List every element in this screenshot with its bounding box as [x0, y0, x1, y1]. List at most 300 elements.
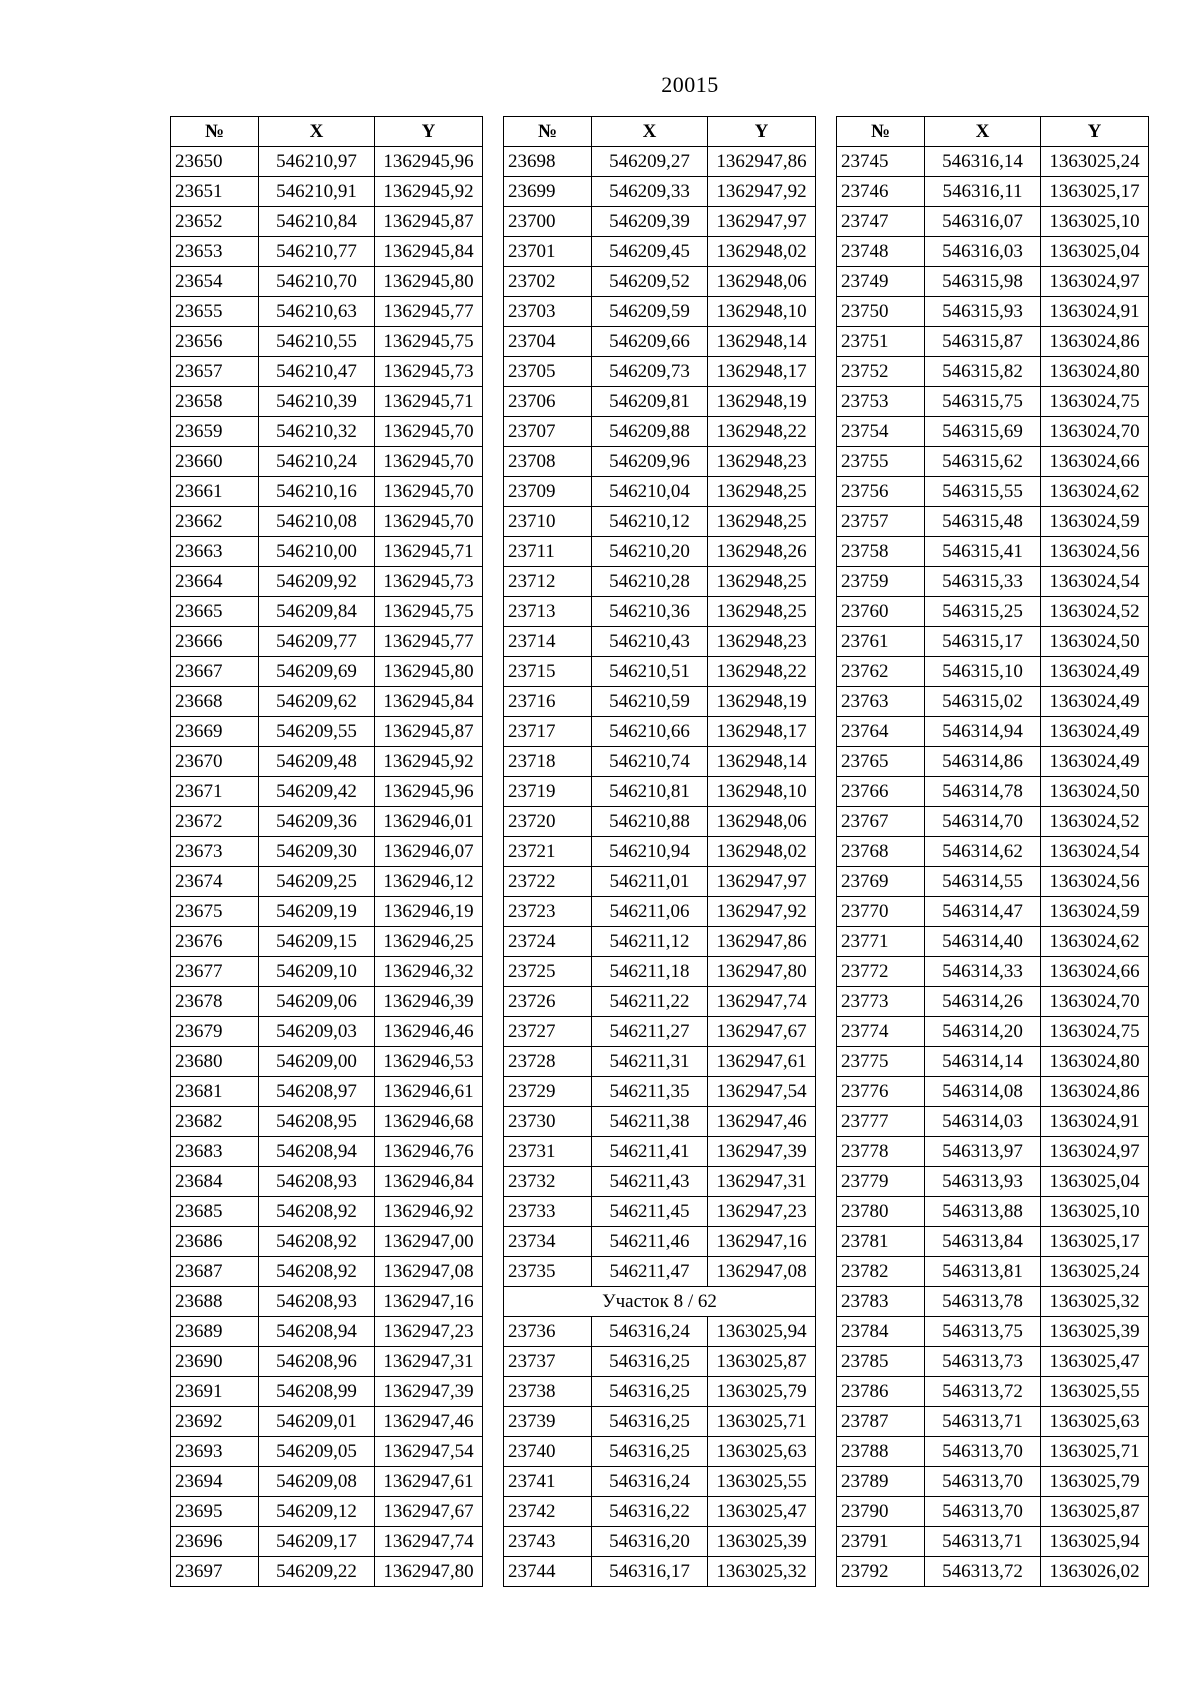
table-row: [504, 1377, 816, 1407]
cell-number: 23685: [171, 1197, 259, 1227]
cell-x: 546210,43: [592, 627, 708, 657]
cell-x: 546209,25: [259, 867, 375, 897]
table-row: [837, 1257, 1149, 1287]
cell-x: 546211,31: [592, 1047, 708, 1077]
cell-x: 546209,77: [259, 627, 375, 657]
cell-y: 1363024,75: [1041, 1017, 1149, 1047]
cell-number: 23774: [837, 1017, 925, 1047]
table-row: [837, 1497, 1149, 1527]
cell-y: 1363024,86: [1041, 327, 1149, 357]
cell-x: 546313,70: [925, 1497, 1041, 1527]
cell-y: 1362945,70: [375, 417, 483, 447]
cell-y: 1363024,86: [1041, 1077, 1149, 1107]
table-row: [504, 1167, 816, 1197]
table-row: [504, 477, 816, 507]
table-row: [837, 867, 1149, 897]
cell-x: 546210,94: [592, 837, 708, 867]
cell-y: 1362947,92: [708, 177, 816, 207]
table-row: [504, 1077, 816, 1107]
cell-y: 1362948,25: [708, 597, 816, 627]
table-row: [837, 267, 1149, 297]
cell-y: 1363025,24: [1041, 1257, 1149, 1287]
table-row: [171, 1167, 483, 1197]
cell-number: 23702: [504, 267, 592, 297]
cell-y: 1362948,06: [708, 267, 816, 297]
cell-number: 23706: [504, 387, 592, 417]
cell-y: 1362945,96: [375, 147, 483, 177]
cell-x: 546313,75: [925, 1317, 1041, 1347]
cell-number: 23729: [504, 1077, 592, 1107]
cell-number: 23760: [837, 597, 925, 627]
cell-number: 23686: [171, 1227, 259, 1257]
cell-x: 546313,93: [925, 1167, 1041, 1197]
table-row: [837, 1107, 1149, 1137]
header-x: X: [592, 117, 708, 147]
cell-y: 1363024,62: [1041, 477, 1149, 507]
table-row: [837, 387, 1149, 417]
table-row: [504, 267, 816, 297]
cell-x: 546315,87: [925, 327, 1041, 357]
section-row: [504, 1287, 816, 1317]
cell-y: 1363025,32: [708, 1557, 816, 1587]
table-row: [504, 207, 816, 237]
table-row: [504, 327, 816, 357]
cell-x: 546209,03: [259, 1017, 375, 1047]
cell-y: 1362945,70: [375, 447, 483, 477]
cell-y: 1363024,54: [1041, 567, 1149, 597]
cell-y: 1362945,80: [375, 657, 483, 687]
cell-y: 1362946,68: [375, 1107, 483, 1137]
cell-x: 546209,01: [259, 1407, 375, 1437]
cell-y: 1362948,10: [708, 297, 816, 327]
cell-number: 23733: [504, 1197, 592, 1227]
cell-number: 23698: [504, 147, 592, 177]
table-row: [837, 957, 1149, 987]
cell-y: 1363025,63: [708, 1437, 816, 1467]
cell-number: 23787: [837, 1407, 925, 1437]
cell-y: 1362947,61: [375, 1467, 483, 1497]
table-row: [837, 537, 1149, 567]
table-row: [837, 1017, 1149, 1047]
cell-x: 546208,92: [259, 1197, 375, 1227]
cell-x: 546210,32: [259, 417, 375, 447]
table-row: [504, 927, 816, 957]
cell-y: 1362947,86: [708, 147, 816, 177]
cell-number: 23745: [837, 147, 925, 177]
cell-y: 1362946,19: [375, 897, 483, 927]
header-x: X: [259, 117, 375, 147]
table-row: [504, 867, 816, 897]
table-row: [504, 837, 816, 867]
cell-y: 1362945,75: [375, 327, 483, 357]
table-row: [504, 1347, 816, 1377]
cell-number: 23748: [837, 237, 925, 267]
cell-x: 546209,15: [259, 927, 375, 957]
cell-number: 23694: [171, 1467, 259, 1497]
cell-number: 23740: [504, 1437, 592, 1467]
cell-y: 1362948,19: [708, 687, 816, 717]
cell-x: 546315,25: [925, 597, 1041, 627]
cell-x: 546211,06: [592, 897, 708, 927]
table-row: [837, 1347, 1149, 1377]
cell-number: 23667: [171, 657, 259, 687]
cell-y: 1363025,10: [1041, 1197, 1149, 1227]
header-y: Y: [375, 117, 483, 147]
cell-x: 546316,22: [592, 1497, 708, 1527]
cell-y: 1362948,25: [708, 477, 816, 507]
cell-number: 23690: [171, 1347, 259, 1377]
cell-y: 1363024,62: [1041, 927, 1149, 957]
table-row: [837, 357, 1149, 387]
table-row: [837, 1167, 1149, 1197]
cell-x: 546209,36: [259, 807, 375, 837]
table-row: [837, 837, 1149, 867]
cell-y: 1362948,17: [708, 717, 816, 747]
cell-y: 1362945,71: [375, 537, 483, 567]
cell-y: 1362947,31: [375, 1347, 483, 1377]
table-row: [837, 1317, 1149, 1347]
table-body: [504, 147, 816, 1587]
cell-x: 546211,43: [592, 1167, 708, 1197]
cell-number: 23723: [504, 897, 592, 927]
cell-x: 546313,71: [925, 1527, 1041, 1557]
table-row: [171, 837, 483, 867]
table-row: [171, 1227, 483, 1257]
cell-number: 23730: [504, 1107, 592, 1137]
cell-x: 546209,52: [592, 267, 708, 297]
cell-number: 23670: [171, 747, 259, 777]
cell-x: 546210,84: [259, 207, 375, 237]
table-row: [504, 747, 816, 777]
table-row: [504, 1197, 816, 1227]
cell-number: 23726: [504, 987, 592, 1017]
table-row: [171, 237, 483, 267]
table-row: [171, 447, 483, 477]
table-row: [837, 627, 1149, 657]
cell-x: 546208,92: [259, 1227, 375, 1257]
table-row: [504, 1107, 816, 1137]
cell-x: 546210,59: [592, 687, 708, 717]
cell-y: 1363025,71: [708, 1407, 816, 1437]
cell-x: 546209,59: [592, 297, 708, 327]
cell-y: 1362947,39: [708, 1137, 816, 1167]
table-row: [171, 1497, 483, 1527]
table-row: [837, 1437, 1149, 1467]
cell-number: 23786: [837, 1377, 925, 1407]
cell-x: 546209,10: [259, 957, 375, 987]
cell-number: 23775: [837, 1047, 925, 1077]
cell-number: 23720: [504, 807, 592, 837]
cell-number: 23755: [837, 447, 925, 477]
cell-y: 1362945,77: [375, 627, 483, 657]
cell-number: 23716: [504, 687, 592, 717]
cell-number: 23725: [504, 957, 592, 987]
table-row: [837, 567, 1149, 597]
table-row: [837, 927, 1149, 957]
cell-number: 23695: [171, 1497, 259, 1527]
cell-x: 546316,07: [925, 207, 1041, 237]
cell-number: 23741: [504, 1467, 592, 1497]
cell-number: 23654: [171, 267, 259, 297]
table-row: [504, 357, 816, 387]
cell-y: 1362947,61: [708, 1047, 816, 1077]
cell-y: 1362945,96: [375, 777, 483, 807]
cell-number: 23771: [837, 927, 925, 957]
cell-x: 546210,36: [592, 597, 708, 627]
cell-number: 23656: [171, 327, 259, 357]
cell-x: 546210,24: [259, 447, 375, 477]
cell-y: 1363024,66: [1041, 447, 1149, 477]
cell-y: 1363024,50: [1041, 627, 1149, 657]
cell-number: 23780: [837, 1197, 925, 1227]
cell-number: 23747: [837, 207, 925, 237]
cell-number: 23709: [504, 477, 592, 507]
table-row: [837, 147, 1149, 177]
cell-number: 23749: [837, 267, 925, 297]
table-row: [504, 567, 816, 597]
cell-number: 23708: [504, 447, 592, 477]
cell-x: 546316,14: [925, 147, 1041, 177]
table-row: [504, 987, 816, 1017]
table-row: [171, 1557, 483, 1587]
cell-x: 546314,20: [925, 1017, 1041, 1047]
cell-y: 1363025,24: [1041, 147, 1149, 177]
cell-x: 546315,48: [925, 507, 1041, 537]
cell-number: 23677: [171, 957, 259, 987]
cell-number: 23789: [837, 1467, 925, 1497]
cell-x: 546316,25: [592, 1377, 708, 1407]
cell-number: 23669: [171, 717, 259, 747]
cell-y: 1362945,87: [375, 207, 483, 237]
cell-number: 23732: [504, 1167, 592, 1197]
cell-x: 546313,97: [925, 1137, 1041, 1167]
cell-number: 23668: [171, 687, 259, 717]
cell-x: 546316,24: [592, 1467, 708, 1497]
cell-number: 23662: [171, 507, 259, 537]
cell-number: 23712: [504, 567, 592, 597]
cell-x: 546208,94: [259, 1137, 375, 1167]
table-body: [837, 147, 1149, 1587]
table-row: [171, 417, 483, 447]
table-row: [171, 357, 483, 387]
cell-y: 1362945,70: [375, 507, 483, 537]
cell-number: 23688: [171, 1287, 259, 1317]
cell-number: 23682: [171, 1107, 259, 1137]
cell-y: 1363024,49: [1041, 717, 1149, 747]
cell-x: 546209,30: [259, 837, 375, 867]
cell-y: 1363024,59: [1041, 897, 1149, 927]
cell-y: 1362945,71: [375, 387, 483, 417]
table-row: [171, 1437, 483, 1467]
table-row: [171, 927, 483, 957]
cell-number: 23661: [171, 477, 259, 507]
cell-y: 1362948,25: [708, 567, 816, 597]
cell-number: 23764: [837, 717, 925, 747]
cell-number: 23750: [837, 297, 925, 327]
table-row: [171, 1527, 483, 1557]
table-row: [504, 147, 816, 177]
table-row: [837, 657, 1149, 687]
cell-x: 546315,10: [925, 657, 1041, 687]
table-row: [837, 777, 1149, 807]
cell-number: 23710: [504, 507, 592, 537]
cell-number: 23728: [504, 1047, 592, 1077]
cell-number: 23791: [837, 1527, 925, 1557]
cell-number: 23679: [171, 1017, 259, 1047]
table-row: [837, 237, 1149, 267]
cell-y: 1362945,75: [375, 597, 483, 627]
cell-number: 23665: [171, 597, 259, 627]
table-row: [504, 717, 816, 747]
table-row: [837, 207, 1149, 237]
cell-number: 23737: [504, 1347, 592, 1377]
table-row: [171, 1407, 483, 1437]
table-header-row: [837, 117, 1149, 147]
cell-y: 1362945,87: [375, 717, 483, 747]
cell-x: 546314,47: [925, 897, 1041, 927]
table-row: [837, 1377, 1149, 1407]
table-header-row: [504, 117, 816, 147]
cell-number: 23681: [171, 1077, 259, 1107]
cell-x: 546209,42: [259, 777, 375, 807]
cell-y: 1362945,80: [375, 267, 483, 297]
cell-y: 1363024,70: [1041, 987, 1149, 1017]
table-row: [504, 1497, 816, 1527]
table-row: [504, 1017, 816, 1047]
cell-number: 23650: [171, 147, 259, 177]
cell-number: 23653: [171, 237, 259, 267]
table-row: [171, 747, 483, 777]
cell-y: 1362945,73: [375, 357, 483, 387]
cell-y: 1362945,92: [375, 747, 483, 777]
cell-x: 546315,93: [925, 297, 1041, 327]
cell-x: 546209,92: [259, 567, 375, 597]
cell-number: 23765: [837, 747, 925, 777]
cell-number: 23678: [171, 987, 259, 1017]
cell-y: 1363025,87: [1041, 1497, 1149, 1527]
cell-x: 546208,95: [259, 1107, 375, 1137]
cell-x: 546315,55: [925, 477, 1041, 507]
cell-x: 546209,22: [259, 1557, 375, 1587]
cell-x: 546316,17: [592, 1557, 708, 1587]
header-number: №: [837, 117, 925, 147]
cell-y: 1362947,39: [375, 1377, 483, 1407]
cell-y: 1363024,50: [1041, 777, 1149, 807]
table-row: [171, 1317, 483, 1347]
cell-number: 23673: [171, 837, 259, 867]
table-row: [171, 177, 483, 207]
cell-number: 23783: [837, 1287, 925, 1317]
cell-y: 1362945,84: [375, 687, 483, 717]
cell-y: 1362948,22: [708, 657, 816, 687]
cell-number: 23701: [504, 237, 592, 267]
table-row: [837, 177, 1149, 207]
cell-x: 546210,00: [259, 537, 375, 567]
cell-number: 23711: [504, 537, 592, 567]
cell-number: 23742: [504, 1497, 592, 1527]
table-row: [837, 717, 1149, 747]
cell-number: 23739: [504, 1407, 592, 1437]
cell-y: 1362947,08: [375, 1257, 483, 1287]
cell-y: 1362948,19: [708, 387, 816, 417]
table-row: [837, 297, 1149, 327]
table-row: [171, 867, 483, 897]
cell-number: 23674: [171, 867, 259, 897]
table-row: [837, 687, 1149, 717]
table-row: [171, 267, 483, 297]
cell-y: 1363025,55: [708, 1467, 816, 1497]
table-row: [504, 807, 816, 837]
cell-y: 1362945,84: [375, 237, 483, 267]
cell-number: 23697: [171, 1557, 259, 1587]
cell-y: 1363025,47: [708, 1497, 816, 1527]
cell-number: 23777: [837, 1107, 925, 1137]
cell-y: 1362947,46: [375, 1407, 483, 1437]
cell-x: 546314,40: [925, 927, 1041, 957]
cell-y: 1362946,92: [375, 1197, 483, 1227]
cell-number: 23744: [504, 1557, 592, 1587]
cell-number: 23704: [504, 327, 592, 357]
table-row: [504, 507, 816, 537]
table-row: [837, 507, 1149, 537]
cell-x: 546316,25: [592, 1347, 708, 1377]
cell-y: 1363025,10: [1041, 207, 1149, 237]
cell-number: 23779: [837, 1167, 925, 1197]
cell-y: 1362947,86: [708, 927, 816, 957]
table-row: [504, 447, 816, 477]
table-row: [837, 1407, 1149, 1437]
cell-number: 23696: [171, 1527, 259, 1557]
cell-x: 546316,24: [592, 1317, 708, 1347]
cell-x: 546208,94: [259, 1317, 375, 1347]
cell-x: 546211,38: [592, 1107, 708, 1137]
cell-x: 546316,03: [925, 237, 1041, 267]
cell-x: 546211,01: [592, 867, 708, 897]
cell-x: 546314,70: [925, 807, 1041, 837]
cell-y: 1362946,84: [375, 1167, 483, 1197]
table-row: [504, 597, 816, 627]
cell-x: 546210,70: [259, 267, 375, 297]
cell-x: 546210,12: [592, 507, 708, 537]
cell-number: 23655: [171, 297, 259, 327]
cell-x: 546209,88: [592, 417, 708, 447]
table-row: [837, 1467, 1149, 1497]
cell-y: 1363025,79: [1041, 1467, 1149, 1497]
cell-number: 23784: [837, 1317, 925, 1347]
cell-number: 23734: [504, 1227, 592, 1257]
cell-x: 546315,62: [925, 447, 1041, 477]
cell-number: 23721: [504, 837, 592, 867]
table-row: [504, 387, 816, 417]
cell-y: 1362947,23: [375, 1317, 483, 1347]
cell-y: 1362947,74: [375, 1527, 483, 1557]
cell-x: 546208,97: [259, 1077, 375, 1107]
cell-y: 1363025,39: [1041, 1317, 1149, 1347]
table-row: [171, 1287, 483, 1317]
cell-y: 1363024,80: [1041, 357, 1149, 387]
cell-y: 1363024,66: [1041, 957, 1149, 987]
table-row: [837, 807, 1149, 837]
cell-number: 23684: [171, 1167, 259, 1197]
table-row: [171, 1197, 483, 1227]
cell-y: 1363025,39: [708, 1527, 816, 1557]
cell-x: 546209,08: [259, 1467, 375, 1497]
cell-number: 23736: [504, 1317, 592, 1347]
table-row: [504, 1557, 816, 1587]
cell-number: 23692: [171, 1407, 259, 1437]
cell-y: 1362948,23: [708, 447, 816, 477]
cell-y: 1363024,49: [1041, 657, 1149, 687]
